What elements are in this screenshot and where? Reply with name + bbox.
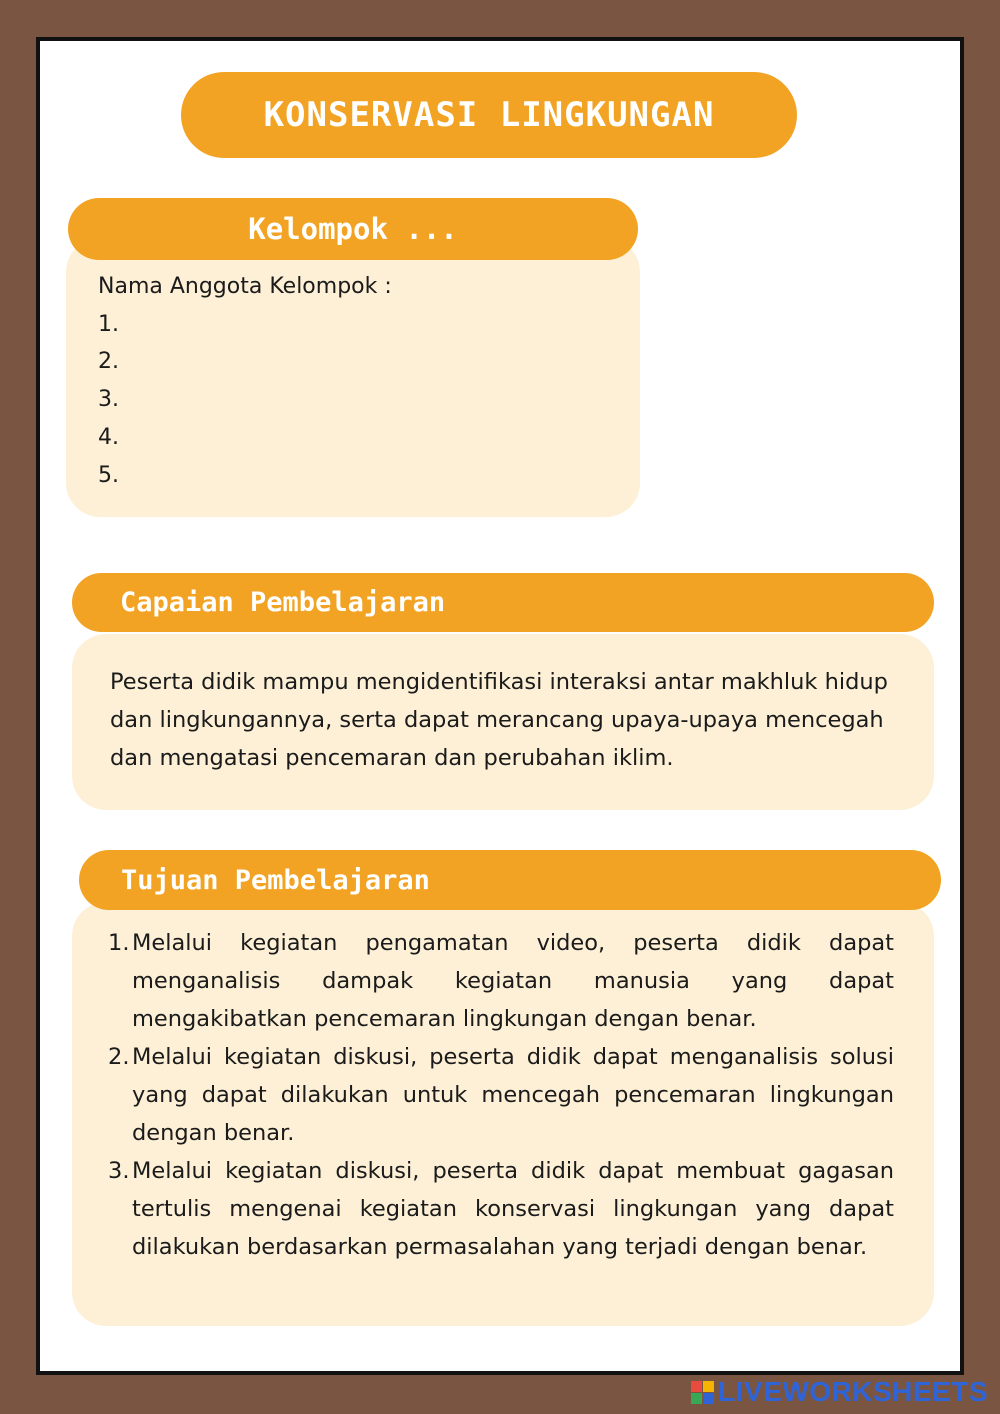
- objective-text: Melalui kegiatan pengamatan video, peserta didik dapat menganalisis dampak kegiatan manusia yang dapat mengakibatkan pencemaran lingkungan dengan benar.: [132, 930, 894, 1032]
- learning-objectives-header: Tujuan Pembelajaran: [79, 850, 941, 910]
- member-number: 4.: [98, 424, 119, 450]
- learning-objectives-panel: [72, 902, 934, 1326]
- learning-outcome-header: Capaian Pembelajaran: [72, 573, 934, 632]
- objective-number: 3.: [108, 1158, 130, 1184]
- group-members-body: [98, 268, 392, 494]
- objective-text: Melalui kegiatan diskusi, peserta didik dapat membuat gagasan tertulis mengenai kegiatan konservasi lingkungan yang dapat dilakukan berdasarkan permasalahan yang terjadi dengan benar.: [132, 1158, 894, 1260]
- group-members-label: Nama Anggota Kelompok :: [98, 274, 392, 299]
- learning-outcome-text: Peserta didik mampu mengidentifikasi interaksi antar makhluk hidup dan lingkungannya, serta dapat merancang upaya-upaya mencegah dan mengatasi pencemaran dan perubahan iklim.: [110, 669, 888, 771]
- page-title: KONSERVASI LINGKUNGAN: [181, 72, 797, 158]
- group-members-list: [98, 306, 392, 495]
- objective-item: [108, 1038, 894, 1152]
- learning-objectives-list: [108, 924, 894, 1266]
- member-number: 3.: [98, 387, 119, 413]
- member-number: 5.: [98, 462, 119, 488]
- objective-number: 1.: [108, 930, 130, 956]
- objective-item: [108, 924, 894, 1038]
- member-number: 1.: [98, 311, 119, 337]
- liveworksheets-watermark: [691, 1376, 988, 1408]
- group-members-panel: [66, 238, 640, 517]
- objective-text: Melalui kegiatan diskusi, peserta didik dapat menganalisis solusi yang dapat dilakukan untuk mencegah pencemaran lingkungan dengan benar.: [132, 1044, 894, 1146]
- objective-item: [108, 1152, 894, 1266]
- learning-outcome-panel: [72, 634, 934, 810]
- group-header: Kelompok ...: [68, 198, 638, 260]
- watermark-text: LIVEWORKSHEETS: [718, 1376, 988, 1407]
- objective-number: 2.: [108, 1044, 130, 1070]
- liveworksheets-logo-icon: [691, 1381, 714, 1404]
- member-number: 2.: [98, 349, 119, 375]
